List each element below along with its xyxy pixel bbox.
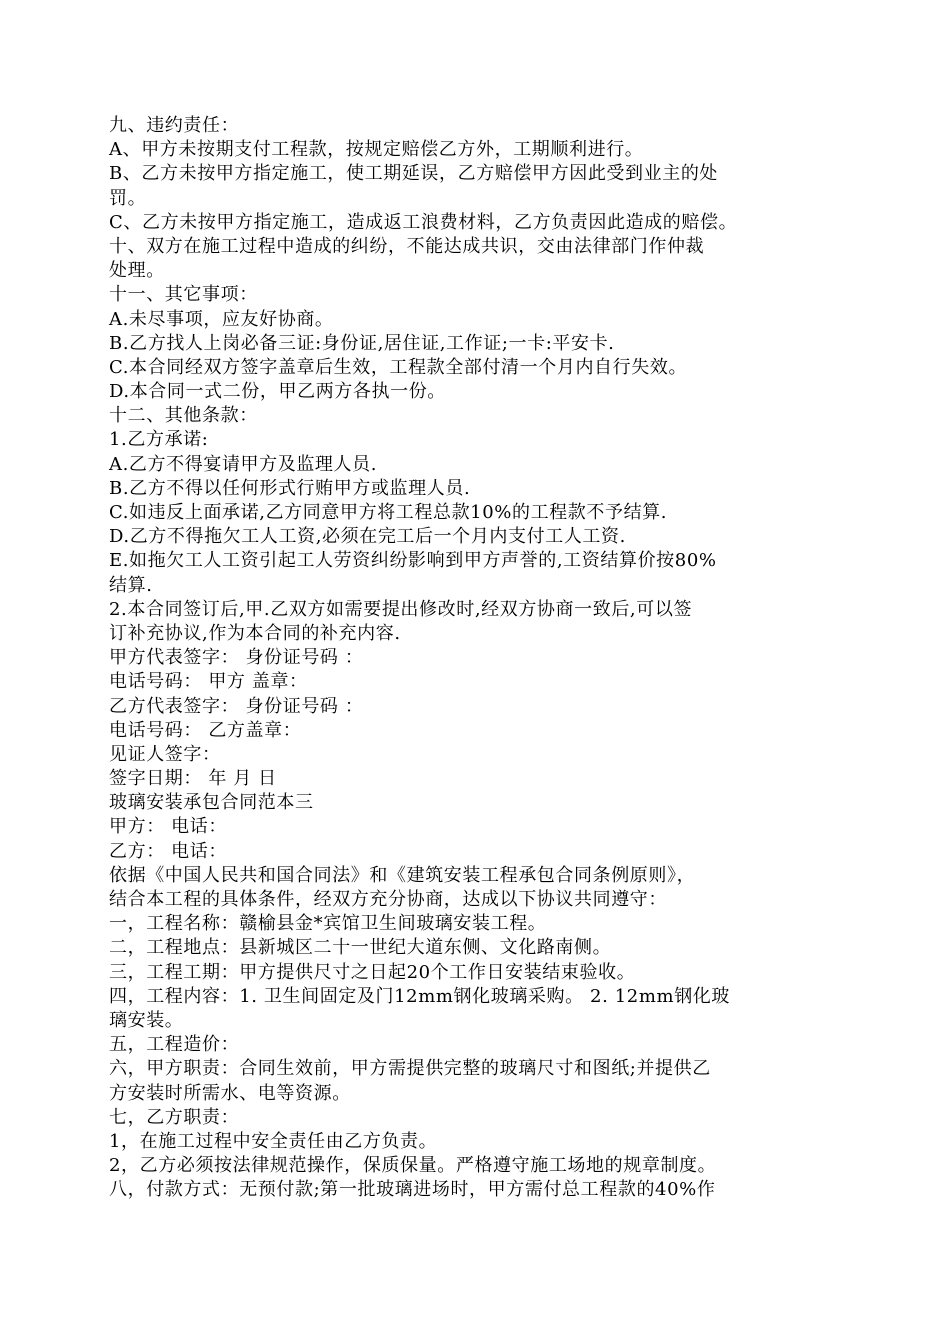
- text-line: A.未尽事项，应友好协商。: [109, 308, 334, 330]
- text-line: 五，工程造价：: [109, 1034, 240, 1056]
- text-line: C、乙方未按甲方指定施工，造成返工浪费材料，乙方负责因此造成的赔偿。: [109, 211, 738, 233]
- text-line: 三，工程工期：甲方提供尺寸之日起20个工作日安装结束验收。: [109, 961, 636, 983]
- text-line: D.本合同一式二份，甲乙两方各执一份。: [109, 381, 446, 403]
- text-line: 七，乙方职责：: [109, 1106, 240, 1128]
- text-line: 见证人签字：: [109, 743, 221, 765]
- text-line: 电话号码： 甲方 盖章：: [109, 671, 308, 693]
- text-line: 十、双方在施工过程中造成的纠纷，不能达成共识，交由法律部门作仲裁: [109, 235, 705, 257]
- text-line: 方安装时所需水、电等资源。: [109, 1082, 351, 1104]
- text-line: B.乙方不得以任何形式行贿甲方或监理人员.: [109, 477, 471, 499]
- text-line: 电话号码： 乙方盖章：: [109, 719, 302, 741]
- text-line: 九、违约责任：: [109, 115, 240, 136]
- text-line: 十一、其它事项：: [109, 284, 258, 306]
- text-line: 玻璃安装承包合同范本三: [109, 792, 314, 814]
- text-line: 订补充协议,作为本合同的补充内容.: [109, 622, 401, 644]
- text-line: E.如拖欠工人工资引起工人劳资纠纷影响到甲方声誉的,工资结算价按80%: [109, 550, 717, 572]
- text-line: 2.本合同签订后,甲.乙双方如需要提出修改时,经双方协商一致后,可以签: [109, 598, 693, 620]
- text-line: B、乙方未按甲方指定施工，使工期延误，乙方赔偿甲方因此受到业主的处: [109, 163, 719, 185]
- text-line: 结合本工程的具体条件，经双方充分协商，达成以下协议共同遵守：: [109, 889, 667, 910]
- text-line: C.本合同经双方签字盖章后生效，工程款全部付清一个月内自行失效。: [109, 356, 688, 378]
- text-line: B.乙方找人上岗必备三证:身份证,居住证,工作证;一卡:平安卡.: [109, 332, 615, 354]
- text-line: 四，工程内容：1. 卫生间固定及门12mm钢化玻璃采购。 2. 12mm钢化玻: [109, 985, 730, 1007]
- text-line: 结算.: [109, 574, 153, 596]
- text-line: 六，甲方职责：合同生效前，甲方需提供完整的玻璃尺寸和图纸;并提供乙: [109, 1058, 711, 1080]
- text-line: 十二、其他条款：: [109, 405, 258, 427]
- text-line: 依据《中国人民共和国合同法》和《建筑安装工程承包合同条例原则》，: [109, 864, 696, 886]
- text-line: C.如违反上面承诺,乙方同意甲方将工程总款10%的工程款不予结算.: [109, 502, 668, 523]
- text-line: 1.乙方承诺:: [109, 429, 209, 451]
- text-line: A、甲方未按期支付工程款，按规定赔偿乙方外，工期顺利进行。: [109, 139, 644, 161]
- text-line: 乙方代表签字： 身份证号码 ：: [109, 695, 364, 717]
- text-line: 处理。: [109, 260, 165, 282]
- text-line: 2，乙方必须按法律规范操作，保质保量。严格遵守施工场地的规章制度。: [109, 1155, 717, 1177]
- text-line: 签字日期： 年 月 日: [109, 768, 277, 790]
- text-line: 一，工程名称：赣榆县金*宾馆卫生间玻璃安装工程。: [109, 913, 547, 935]
- text-line: 二，工程地点：县新城区二十一世纪大道东侧、文化路南侧。: [109, 937, 612, 959]
- text-line: 1，在施工过程中安全责任由乙方负责。: [109, 1130, 438, 1152]
- text-line: 罚。: [109, 187, 147, 209]
- text-line: 乙方： 电话：: [109, 840, 227, 862]
- text-line: 八，付款方式：无预付款;第一批玻璃进场时，甲方需付总工程款的40%作: [109, 1179, 716, 1201]
- text-line: A.乙方不得宴请甲方及监理人员.: [109, 453, 378, 475]
- text-line: D.乙方不得拖欠工人工资,必须在完工后一个月内支付工人工资.: [109, 526, 626, 548]
- text-line: 甲方代表签字： 身份证号码 ：: [109, 647, 364, 669]
- text-line: 甲方： 电话：: [109, 816, 227, 838]
- contract-text-body: [109, 114, 839, 1202]
- text-line: 璃安装。: [109, 1009, 184, 1031]
